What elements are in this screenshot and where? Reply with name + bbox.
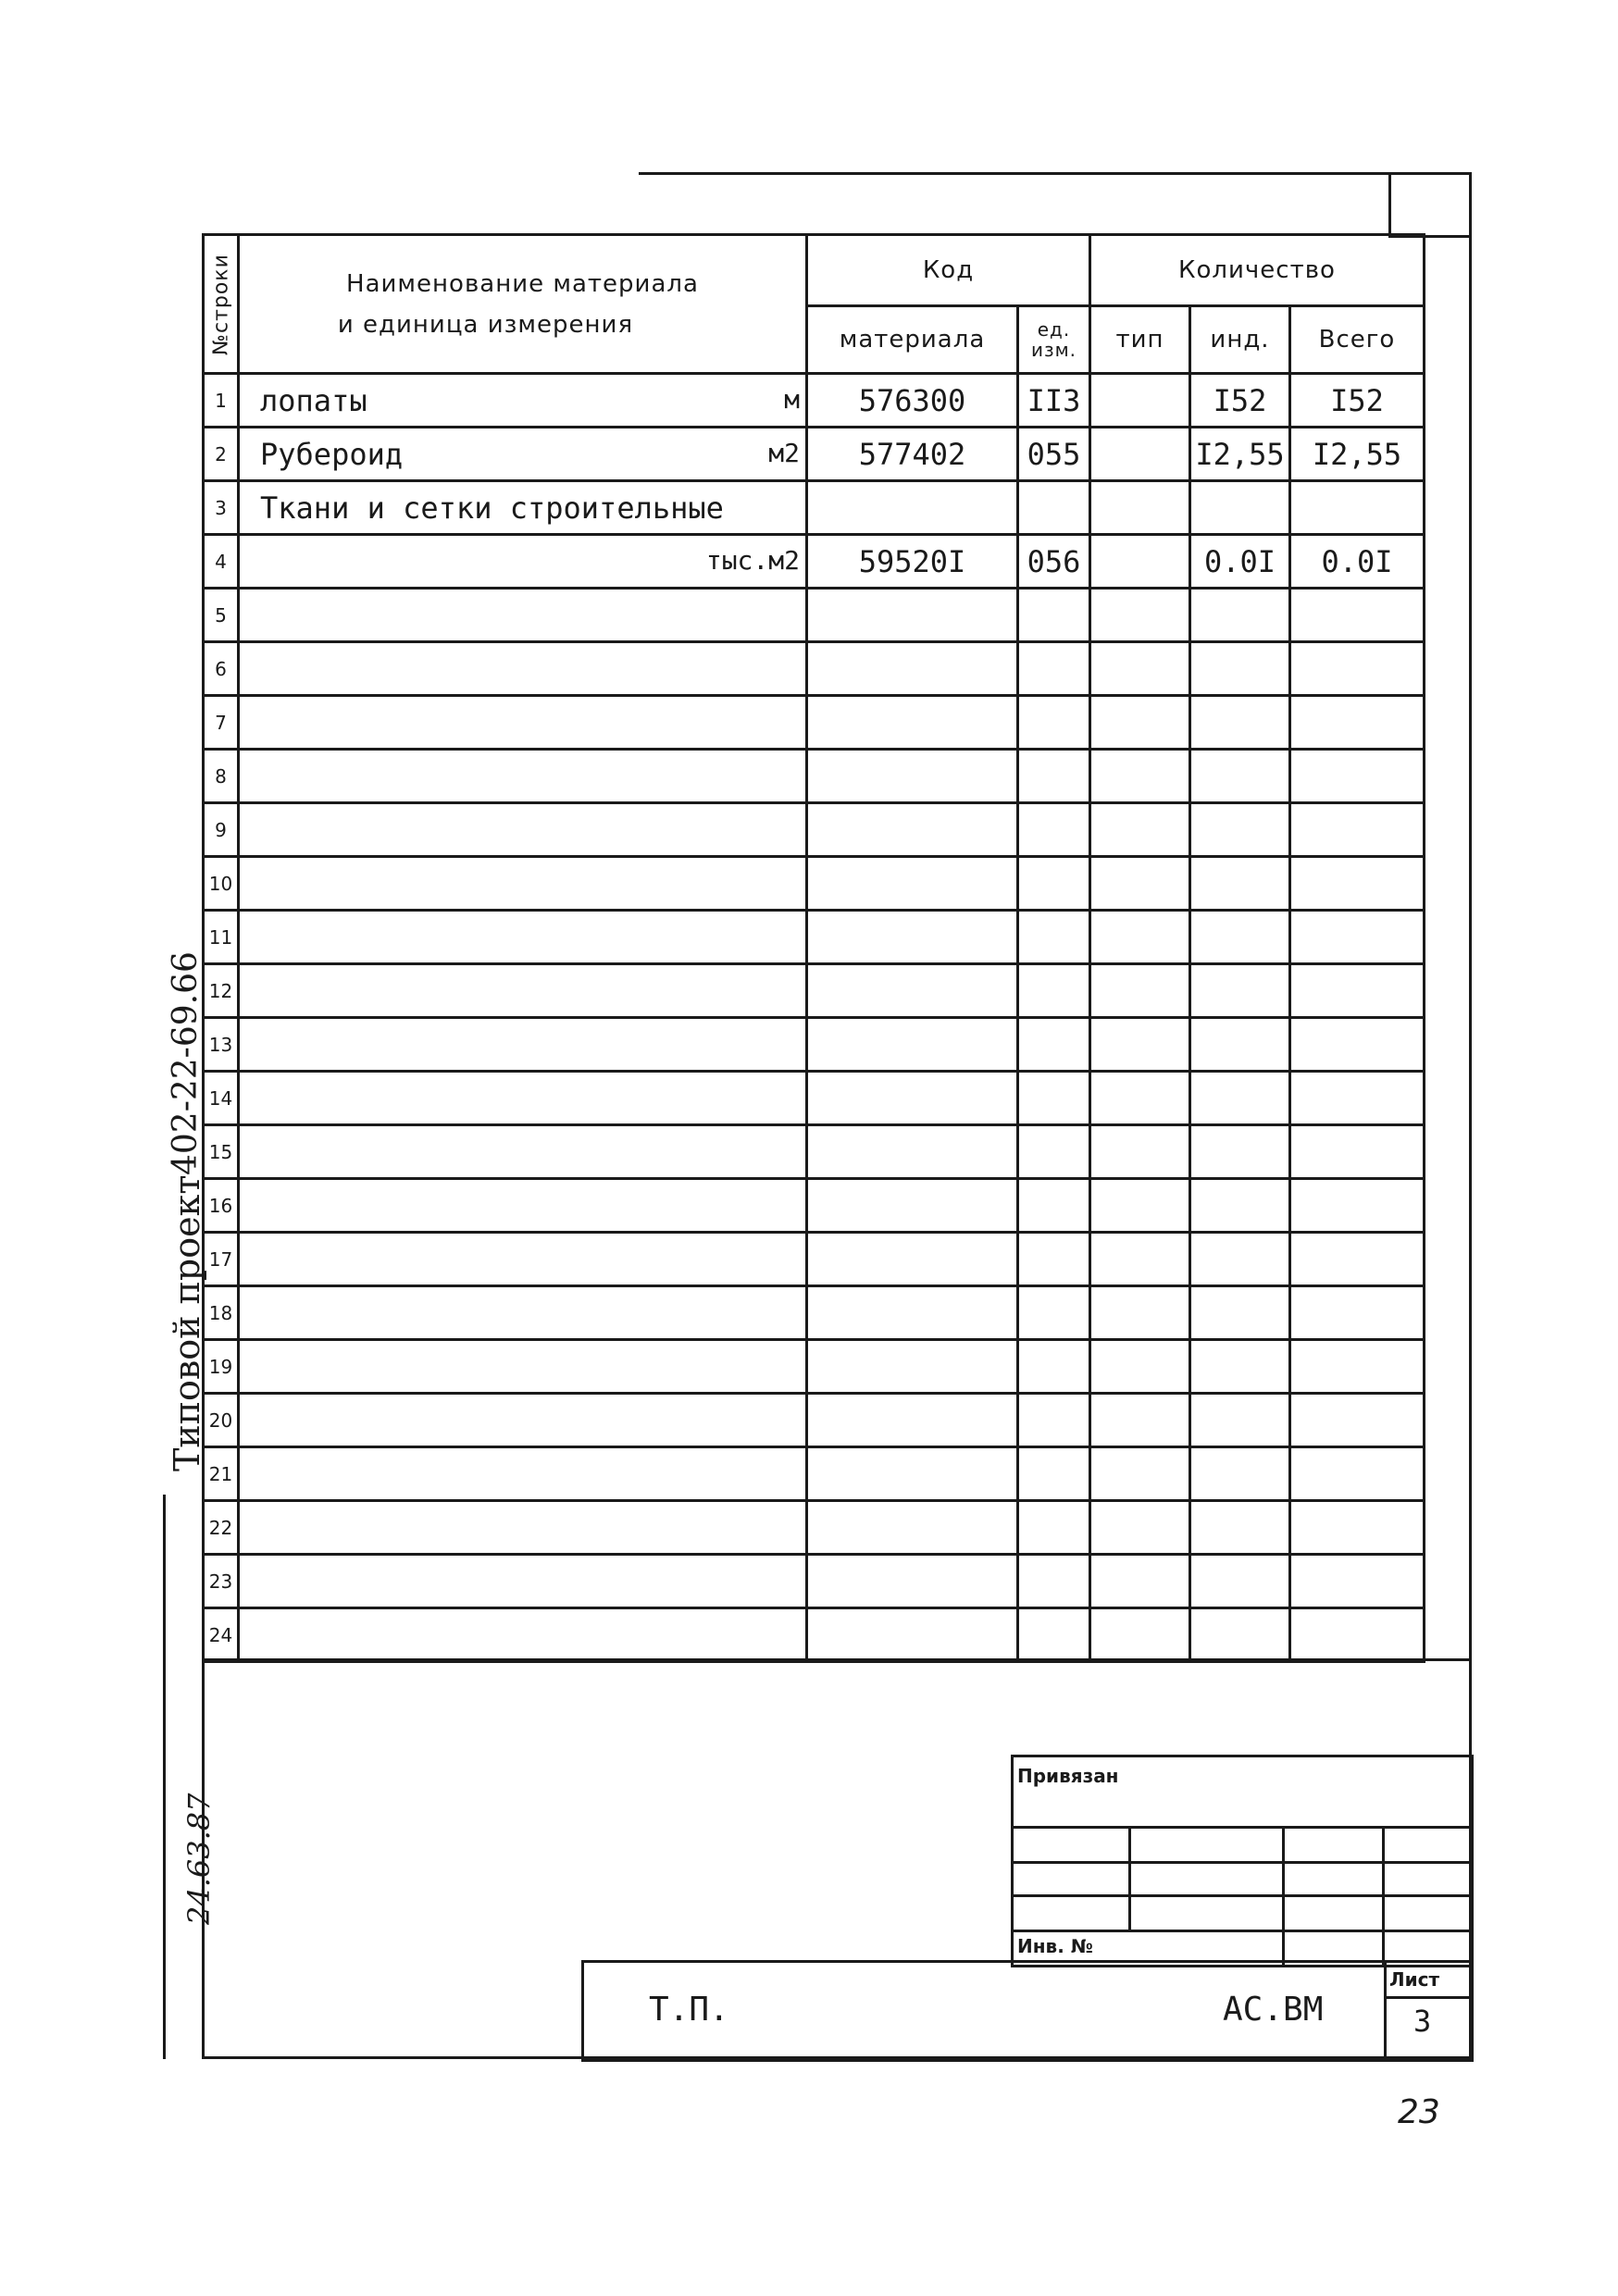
table-row xyxy=(204,428,1425,481)
table-row xyxy=(204,374,1425,428)
unit-code xyxy=(1018,1125,1090,1179)
unit-header-line2: изм. xyxy=(1030,339,1077,361)
material-name xyxy=(239,964,807,1018)
type-value xyxy=(1090,696,1190,750)
material-name xyxy=(239,1179,807,1233)
stamp-col-2 xyxy=(1282,1826,1285,1965)
total-value xyxy=(1290,857,1425,911)
unit-code xyxy=(1018,1018,1090,1072)
table-row xyxy=(204,1447,1425,1501)
row-number: 12 xyxy=(204,964,239,1018)
row-number: 6 xyxy=(204,642,239,696)
unit-code: II3 xyxy=(1018,374,1090,428)
total-value xyxy=(1290,750,1425,803)
material-name xyxy=(239,1608,807,1662)
ind-value: I2,55 xyxy=(1190,428,1290,481)
top-frame-divider xyxy=(1388,172,1391,237)
material-code xyxy=(807,589,1018,642)
material-code xyxy=(807,1501,1018,1555)
ind-value: 0.0I xyxy=(1190,535,1290,589)
quantity-header: Количество xyxy=(1090,235,1425,306)
total-value xyxy=(1290,1501,1425,1555)
table-row xyxy=(204,857,1425,911)
row-number: 19 xyxy=(204,1340,239,1394)
row-number: 24 xyxy=(204,1608,239,1662)
table-row xyxy=(204,964,1425,1018)
material-code xyxy=(807,481,1018,535)
material-code xyxy=(807,750,1018,803)
sheet-divider xyxy=(1384,1963,1387,2059)
type-value xyxy=(1090,964,1190,1018)
ind-value xyxy=(1190,911,1290,964)
total-value xyxy=(1290,1072,1425,1125)
table-row xyxy=(204,1608,1425,1662)
type-value xyxy=(1090,374,1190,428)
material-code xyxy=(807,1340,1018,1394)
unit-header-line1: ед. xyxy=(1037,318,1071,341)
material-name xyxy=(239,535,807,589)
material-name xyxy=(239,1072,807,1125)
sheet-label-line xyxy=(1384,1996,1471,1999)
material-code xyxy=(807,642,1018,696)
material-code xyxy=(807,1072,1018,1125)
total-value: I52 xyxy=(1290,374,1425,428)
sheet-label: Лист xyxy=(1389,1968,1440,1991)
ind-value xyxy=(1190,696,1290,750)
total-value xyxy=(1290,1555,1425,1608)
material-name xyxy=(239,911,807,964)
type-header: тип xyxy=(1090,306,1190,374)
unit-code xyxy=(1018,1394,1090,1447)
row-number: 23 xyxy=(204,1555,239,1608)
inv-label: Инв. № xyxy=(1017,1935,1093,1957)
unit-code xyxy=(1018,1072,1090,1125)
total-value xyxy=(1290,1447,1425,1501)
total-value xyxy=(1290,1179,1425,1233)
ind-value xyxy=(1190,1072,1290,1125)
ind-value xyxy=(1190,1447,1290,1501)
row-number: 2 xyxy=(204,428,239,481)
table-row xyxy=(204,1394,1425,1447)
top-frame-line xyxy=(639,172,1472,175)
total-value xyxy=(1290,696,1425,750)
material-code xyxy=(807,1233,1018,1286)
ind-value xyxy=(1190,1555,1290,1608)
total-value xyxy=(1290,1286,1425,1340)
ind-value xyxy=(1190,750,1290,803)
unit-code xyxy=(1018,1555,1090,1608)
type-value xyxy=(1090,589,1190,642)
row-number: 7 xyxy=(204,696,239,750)
material-code xyxy=(807,1394,1018,1447)
table-row xyxy=(204,803,1425,857)
ind-value xyxy=(1190,1501,1290,1555)
total-value xyxy=(1290,1394,1425,1447)
material-name xyxy=(239,803,807,857)
type-value xyxy=(1090,857,1190,911)
ind-header: инд. xyxy=(1190,306,1290,374)
page-mark: 23 xyxy=(1398,2093,1440,2131)
type-value xyxy=(1090,803,1190,857)
total-value xyxy=(1290,964,1425,1018)
material-unit: м2 xyxy=(768,438,800,468)
material-name xyxy=(239,1340,807,1394)
side-handwritten-number: 24.63.87 xyxy=(181,1793,217,1925)
total-value xyxy=(1290,803,1425,857)
material-code: 59520I xyxy=(807,535,1018,589)
row-number: 21 xyxy=(204,1447,239,1501)
stamp-line-2 xyxy=(1014,1861,1471,1864)
side-project-number: 402-22-69.66 xyxy=(167,951,205,1175)
type-value xyxy=(1090,481,1190,535)
material-code xyxy=(807,1125,1018,1179)
ind-value xyxy=(1190,1608,1290,1662)
total-value: I2,55 xyxy=(1290,428,1425,481)
unit-code: 055 xyxy=(1018,428,1090,481)
table-row xyxy=(204,1501,1425,1555)
unit-code xyxy=(1018,857,1090,911)
total-value xyxy=(1290,1018,1425,1072)
unit-code xyxy=(1018,1340,1090,1394)
ind-value xyxy=(1190,1286,1290,1340)
table-row xyxy=(204,481,1425,535)
row-number: 11 xyxy=(204,911,239,964)
table-row xyxy=(204,750,1425,803)
material-code xyxy=(807,1179,1018,1233)
table-row xyxy=(204,1018,1425,1072)
material-code xyxy=(807,1447,1018,1501)
row-number: 16 xyxy=(204,1179,239,1233)
material-code xyxy=(807,857,1018,911)
ind-value: I52 xyxy=(1190,374,1290,428)
material-code xyxy=(807,911,1018,964)
material-name: Рубероид м2 xyxy=(239,428,807,481)
row-number: 18 xyxy=(204,1286,239,1340)
unit-code xyxy=(1018,642,1090,696)
total-value xyxy=(1290,642,1425,696)
type-value xyxy=(1090,1340,1190,1394)
table-row xyxy=(204,696,1425,750)
material-name xyxy=(239,1394,807,1447)
type-value xyxy=(1090,1018,1190,1072)
ind-value xyxy=(1190,1340,1290,1394)
table-row xyxy=(204,589,1425,642)
material-name xyxy=(239,696,807,750)
name-header xyxy=(239,235,807,374)
material-code: 577402 xyxy=(807,428,1018,481)
type-value xyxy=(1090,1286,1190,1340)
material-code xyxy=(807,1555,1018,1608)
stamp-line-4 xyxy=(1014,1930,1471,1932)
type-value xyxy=(1090,1179,1190,1233)
total-value xyxy=(1290,1608,1425,1662)
table-row xyxy=(204,642,1425,696)
type-value xyxy=(1090,1555,1190,1608)
table-row xyxy=(204,1179,1425,1233)
material-name xyxy=(239,589,807,642)
type-value xyxy=(1090,642,1190,696)
unit-code xyxy=(1018,1501,1090,1555)
type-value xyxy=(1090,1072,1190,1125)
material-unit: тыс.м2 xyxy=(705,545,800,576)
material-name: лопаты м xyxy=(239,374,807,428)
material-name xyxy=(239,857,807,911)
total-value xyxy=(1290,1233,1425,1286)
material-name xyxy=(239,642,807,696)
unit-code xyxy=(1018,803,1090,857)
row-number: 8 xyxy=(204,750,239,803)
row-number: 14 xyxy=(204,1072,239,1125)
stamp-col-3 xyxy=(1382,1826,1385,1965)
side-stamp-line xyxy=(163,1495,166,2059)
material-unit: м xyxy=(784,384,800,415)
ind-value xyxy=(1190,1233,1290,1286)
material-name xyxy=(239,750,807,803)
material-name xyxy=(239,1286,807,1340)
unit-code xyxy=(1018,1447,1090,1501)
row-number: 10 xyxy=(204,857,239,911)
material-name xyxy=(239,1555,807,1608)
type-value xyxy=(1090,1608,1190,1662)
material-name xyxy=(239,1501,807,1555)
material-name xyxy=(239,1018,807,1072)
table-row xyxy=(204,1233,1425,1286)
row-number: 1 xyxy=(204,374,239,428)
type-value xyxy=(1090,1501,1190,1555)
material-name xyxy=(239,1447,807,1501)
material-name: Ткани и сетки строительные xyxy=(239,481,807,535)
materials-table xyxy=(202,233,1425,1663)
linked-label: Привязан xyxy=(1017,1765,1119,1787)
name-header-line1: Наименование материала xyxy=(346,269,699,298)
material-code xyxy=(807,964,1018,1018)
table-row xyxy=(204,535,1425,589)
unit-code xyxy=(1018,911,1090,964)
title-strip xyxy=(581,1960,1474,2062)
type-value xyxy=(1090,750,1190,803)
stamp-col-1 xyxy=(1128,1826,1131,1930)
row-number-label: №строки xyxy=(209,253,232,355)
ind-value xyxy=(1190,857,1290,911)
material-code-header: материала xyxy=(807,306,1018,374)
name-header-line2: и единица измерения xyxy=(337,310,634,339)
ind-value xyxy=(1190,1018,1290,1072)
material-code xyxy=(807,1018,1018,1072)
ind-value xyxy=(1190,1125,1290,1179)
material-code: 576300 xyxy=(807,374,1018,428)
unit-code xyxy=(1018,1608,1090,1662)
row-number: 20 xyxy=(204,1394,239,1447)
total-header: Всего xyxy=(1290,306,1425,374)
ind-value xyxy=(1190,1394,1290,1447)
total-value xyxy=(1290,481,1425,535)
total-value xyxy=(1290,1125,1425,1179)
sheet-number: 3 xyxy=(1413,2004,1432,2039)
row-number-header xyxy=(204,235,239,374)
unit-code xyxy=(1018,750,1090,803)
table-row xyxy=(204,1286,1425,1340)
type-value xyxy=(1090,1233,1190,1286)
type-value xyxy=(1090,911,1190,964)
row-number: 4 xyxy=(204,535,239,589)
row-number: 13 xyxy=(204,1018,239,1072)
unit-code xyxy=(1018,589,1090,642)
ind-value xyxy=(1190,964,1290,1018)
table-bottom-line xyxy=(202,1658,1472,1661)
material-code xyxy=(807,803,1018,857)
row-number: 5 xyxy=(204,589,239,642)
table-row xyxy=(204,1340,1425,1394)
type-value xyxy=(1090,1394,1190,1447)
type-value xyxy=(1090,1447,1190,1501)
total-value xyxy=(1290,911,1425,964)
row-number: 17 xyxy=(204,1233,239,1286)
code-header: Код xyxy=(807,235,1090,306)
unit-code xyxy=(1018,1179,1090,1233)
side-project-text: Типовой проект xyxy=(167,1174,207,1471)
material-name xyxy=(239,1233,807,1286)
type-value xyxy=(1090,1125,1190,1179)
unit-code-header xyxy=(1018,306,1090,374)
total-value: 0.0I xyxy=(1290,535,1425,589)
material-code xyxy=(807,696,1018,750)
unit-code xyxy=(1018,964,1090,1018)
table-row xyxy=(204,1072,1425,1125)
total-value xyxy=(1290,1340,1425,1394)
material-code xyxy=(807,1286,1018,1340)
table-body xyxy=(204,374,1425,1662)
stamp-line-1 xyxy=(1014,1826,1471,1829)
ind-value xyxy=(1190,1179,1290,1233)
table-row xyxy=(204,911,1425,964)
section-code: АС.ВМ xyxy=(1223,1991,1324,2029)
table-row xyxy=(204,1555,1425,1608)
unit-code xyxy=(1018,1286,1090,1340)
unit-code xyxy=(1018,481,1090,535)
table-row xyxy=(204,1125,1425,1179)
unit-code: 056 xyxy=(1018,535,1090,589)
ind-value xyxy=(1190,642,1290,696)
ind-value xyxy=(1190,589,1290,642)
ind-value xyxy=(1190,803,1290,857)
total-value xyxy=(1290,589,1425,642)
linked-stamp xyxy=(1011,1755,1474,1967)
table-header-row-1 xyxy=(204,235,1425,306)
ind-value xyxy=(1190,481,1290,535)
row-number: 15 xyxy=(204,1125,239,1179)
row-number: 9 xyxy=(204,803,239,857)
row-number: 22 xyxy=(204,1501,239,1555)
unit-code xyxy=(1018,1233,1090,1286)
row-number: 3 xyxy=(204,481,239,535)
type-value xyxy=(1090,428,1190,481)
material-code xyxy=(807,1608,1018,1662)
material-name xyxy=(239,1125,807,1179)
project-code: Т.П. xyxy=(649,1991,729,2029)
type-value xyxy=(1090,535,1190,589)
unit-code xyxy=(1018,696,1090,750)
stamp-line-3 xyxy=(1014,1894,1471,1897)
